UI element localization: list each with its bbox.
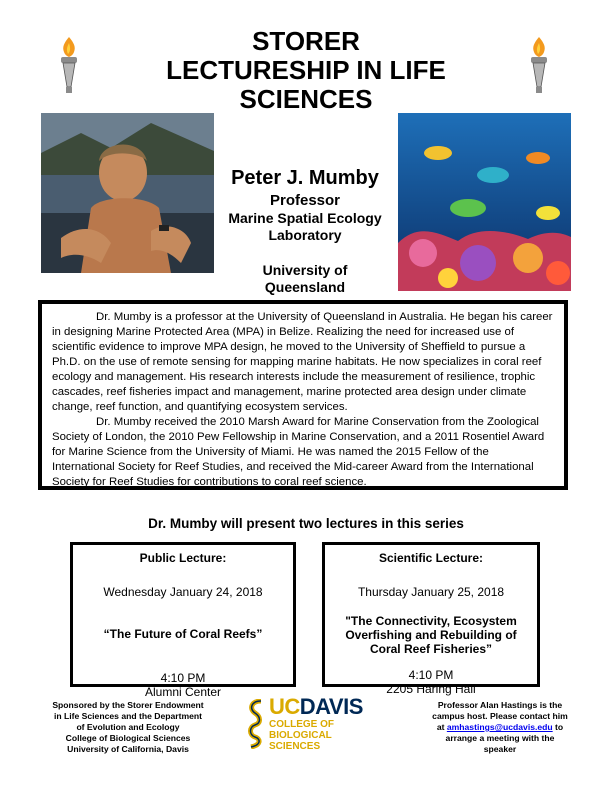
host-line-3-prefix: at bbox=[436, 722, 447, 732]
torch-icon-left bbox=[58, 35, 80, 95]
speaker-info bbox=[225, 166, 385, 296]
scientific-lecture-box bbox=[322, 542, 540, 696]
sponsor-line-1: Sponsored by the Storer Endowment bbox=[52, 700, 204, 710]
public-lecture-place: Alumni Center bbox=[144, 685, 222, 699]
speaker-university-line-1: University of bbox=[262, 262, 348, 278]
public-lecture-time: 4:10 PM bbox=[160, 671, 206, 685]
speaker-name: Peter J. Mumby bbox=[231, 167, 379, 189]
host-line-5: speaker bbox=[483, 744, 517, 754]
host-line-2: campus host. Please contact him bbox=[432, 711, 568, 721]
title-line-1: STORER bbox=[252, 26, 360, 56]
public-lecture-title: “The Future of Coral Reefs” bbox=[103, 627, 263, 641]
logo-uc: UC bbox=[269, 694, 300, 719]
logo-college-line-2: BIOLOGICAL bbox=[269, 730, 332, 741]
scientific-lecture-heading: Scientific Lecture: bbox=[378, 551, 484, 565]
sponsor-line-5: University of California, Davis bbox=[67, 744, 189, 754]
public-lecture-box bbox=[70, 542, 296, 699]
public-lecture-date: Wednesday January 24, 2018 bbox=[103, 585, 263, 599]
sponsor-line-2: in Life Sciences and the Department bbox=[53, 711, 203, 721]
scientific-lecture-title-line-1: "The Connectivity, Ecosystem bbox=[345, 614, 517, 628]
scientific-lecture-title-line-2: Overfishing and Rebuilding of bbox=[345, 628, 517, 642]
scientific-lecture-date: Thursday January 25, 2018 bbox=[357, 585, 505, 599]
logo-college-line-1: COLLEGE OF bbox=[269, 719, 334, 730]
speaker-photo bbox=[41, 113, 214, 273]
torch-icon-right bbox=[528, 35, 550, 95]
ucdavis-seal-icon bbox=[247, 699, 265, 749]
speaker-title: Professor bbox=[269, 192, 341, 209]
host-email-link[interactable]: amhastings@ucdavis.edu bbox=[446, 722, 553, 732]
sponsor-line-3: of Evolution and Ecology bbox=[76, 722, 180, 732]
sponsor-text bbox=[38, 700, 218, 755]
speaker-university-line-2: Queensland bbox=[264, 279, 346, 295]
speaker-lab-line-2: Laboratory bbox=[268, 227, 342, 243]
public-lecture-heading: Public Lecture: bbox=[139, 551, 227, 565]
host-line-4: arrange a meeting with the bbox=[445, 733, 555, 743]
host-contact-text bbox=[430, 700, 570, 755]
bio-paragraph-1: Dr. Mumby is a professor at the University of Queensland in Australia. He began his career in designing Marine Protected Area (MPA) in Belize. Realizing the need for increased use of scientific evidence to improve MPA design, he moved to the University of Sheffield to pursue a Ph.D. on the use of remote sensing for mapping marine habitats. He now specializes in coral reef ecology and management. His research interests include the measurement of resilience, trophic cascades, reef fisheries impact and management, marine protected area design under climate change, reef function, and quantifying ecosystem services. bbox=[52, 311, 553, 413]
host-line-3-suffix: to bbox=[552, 722, 564, 732]
bio-paragraph-2: Dr. Mumby received the 2010 Marsh Award for Marine Conservation from the Zoological Society of London, the 2010 Pew Fellowship in Marine Conservation, and a 2011 Rosentiel Award for Marine Science from the University of Miami. He was named the 2015 Fellow of the International Society for Reef Studies, and received the Mid-career Award from the International Society for Reef Studies for contributions to coral reef science. bbox=[52, 416, 545, 488]
speaker-lab-line-1: Marine Spatial Ecology bbox=[228, 210, 382, 226]
host-line-1: Professor Alan Hastings is the bbox=[437, 700, 563, 710]
title-line-2: LECTURESHIP IN LIFE bbox=[166, 55, 446, 85]
scientific-lecture-place: 2205 Haring Hall bbox=[386, 682, 476, 696]
logo-college-line-3: SCIENCES bbox=[269, 741, 321, 752]
scientific-lecture-time: 4:10 PM bbox=[408, 668, 454, 682]
coral-reef-photo bbox=[398, 113, 571, 291]
sponsor-line-4: College of Biological Sciences bbox=[65, 733, 191, 743]
page-title bbox=[150, 27, 462, 114]
scientific-lecture-title-line-3: Coral Reef Fisheries” bbox=[369, 642, 493, 656]
bio-box bbox=[38, 300, 568, 490]
ucdavis-logo bbox=[247, 694, 387, 757]
logo-davis: DAVIS bbox=[299, 694, 363, 719]
lectures-intro: Dr. Mumby will present two lectures in this series bbox=[148, 516, 464, 531]
title-line-3: SCIENCES bbox=[239, 84, 373, 114]
